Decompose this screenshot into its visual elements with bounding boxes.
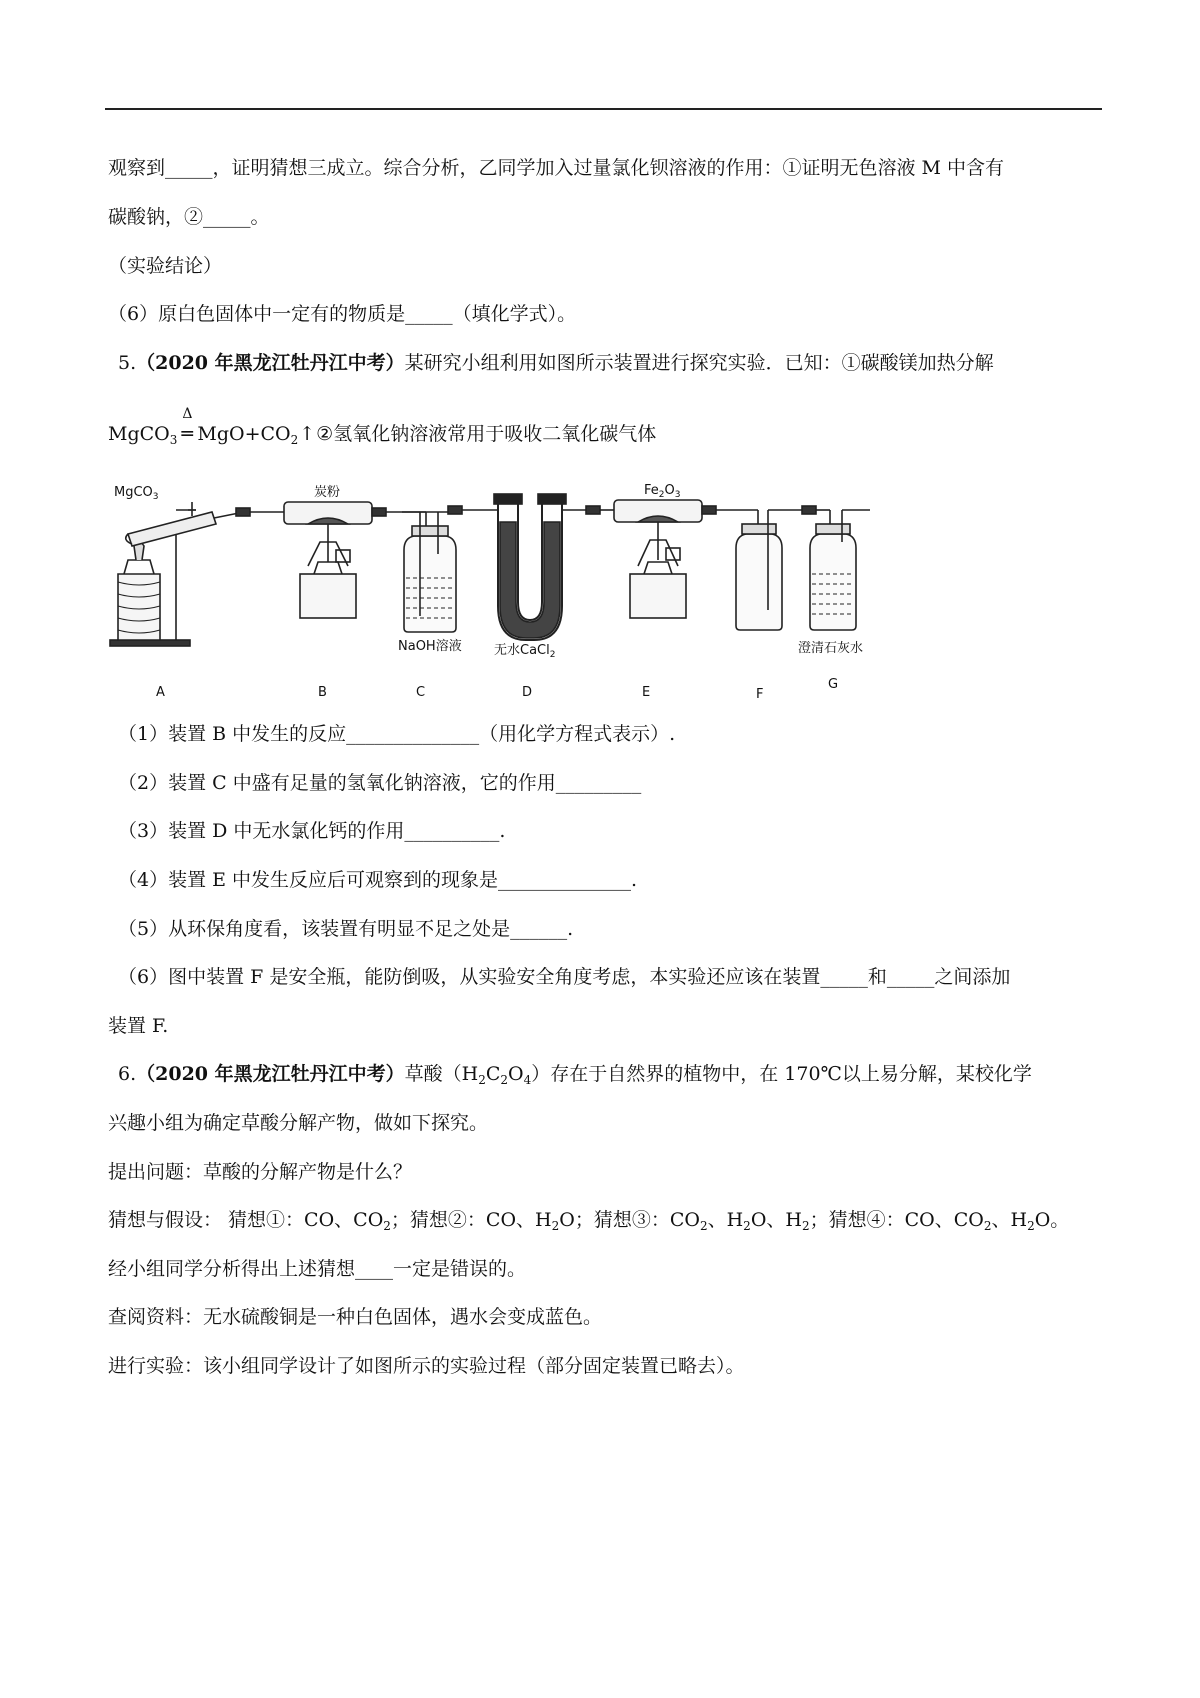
section-heading-conclusion: （实验结论） <box>108 255 223 277</box>
label-fe2o3: $Fe_2O_3$ <box>644 483 681 500</box>
q5-1: （1）装置 B 中发生的反应______________（用化学方程式表示）. <box>118 723 676 745</box>
heat-condition: Δ ═ <box>179 421 195 447</box>
label-G: G <box>828 677 839 692</box>
experiment-intro: 进行实验：该小组同学设计了如图所示的实验过程（部分固定装置已略去）。 <box>108 1355 745 1377</box>
problem-source: （2020 年黑龙江牡丹江中考） <box>136 352 405 374</box>
q5-5: （5）从环保角度看，该装置有明显不足之处是______. <box>118 918 574 940</box>
header-rule <box>105 108 1102 110</box>
gas-arrow: ↑ <box>299 423 316 445</box>
label-E: E <box>642 685 651 700</box>
label-D: D <box>522 685 533 700</box>
ask-question: 提出问题：草酸的分解产物是什么？ <box>108 1161 413 1183</box>
problem-text: 某研究小组利用如图所示装置进行探究实验．已知：①碳酸镁加热分解 <box>404 352 994 374</box>
problem-6-cont: 兴趣小组为确定草酸分解产物，做如下探究。 <box>108 1112 489 1134</box>
q5-4: （4）装置 E 中发生反应后可观察到的现象是______________. <box>118 869 638 891</box>
hypotheses: 猜想与假设： 猜想①：CO、$CO_2$；猜想②：CO、$H_2O$；猜想③：$CO_2$、$H_2O$、$H_2$；猜想④：CO、$CO_2$、$H_2O$。 <box>108 1209 1070 1233</box>
delta-symbol: Δ <box>182 406 193 422</box>
label-C: C <box>416 685 426 700</box>
label-A: A <box>156 685 165 700</box>
apparatus-diagram <box>108 482 908 704</box>
label-B: B <box>318 685 327 700</box>
q5-6: （6）图中装置 F 是安全瓶，能防倒吸，从实验安全角度考虑，本实验还应该在装置_____和_____之间添加 <box>118 966 1011 988</box>
question-6-text: （6）原白色固体中一定有的物质是_____（填化学式）。 <box>108 303 577 325</box>
reaction-equation: MgCO$_3$ Δ ═ $MgO+CO_2↑②$氢氧化钠溶液常用于吸收二氧化碳气体 <box>108 421 656 447</box>
text-line-2: 碳酸钠，②_____。 <box>108 206 270 228</box>
q5-2: （2）装置 C 中盛有足量的氢氧化钠溶液，它的作用_________ <box>118 772 642 794</box>
label-F: F <box>756 687 764 702</box>
label-mgco3: MgCO$_3$ <box>114 485 159 502</box>
wrong-hypothesis: 经小组同学分析得出上述猜想____一定是错误的。 <box>108 1258 527 1280</box>
problem-number: 5. <box>118 352 137 374</box>
text-line-1: 观察到_____，证明猜想三成立。综合分析，乙同学加入过量氯化钡溶液的作用：①证明无色溶液 M 中含有 <box>108 157 1005 179</box>
label-cacl2: 无水CaCl$_2$ <box>494 643 556 660</box>
q5-3: （3）装置 D 中无水氯化钙的作用__________. <box>118 820 506 842</box>
label-naoh-solution: NaOH溶液 <box>398 639 462 654</box>
label-limewater: 澄清石灰水 <box>798 641 864 656</box>
label-carbon-powder: 炭粉 <box>314 485 341 500</box>
problem-5-intro <box>118 350 994 376</box>
q5-6-cont: 装置 F. <box>108 1015 169 1037</box>
problem-source: （2020 年黑龙江牡丹江中考） <box>136 1063 405 1085</box>
reference-info: 查阅资料：无水硫酸铜是一种白色固体，遇水会变成蓝色。 <box>108 1306 603 1328</box>
problem-6-intro: 6.（2020 年黑龙江牡丹江中考）草酸$(H_2C_2O_4)$存在于自然界的植物中，在 170℃以上易分解，某校化学 <box>118 1063 1032 1087</box>
